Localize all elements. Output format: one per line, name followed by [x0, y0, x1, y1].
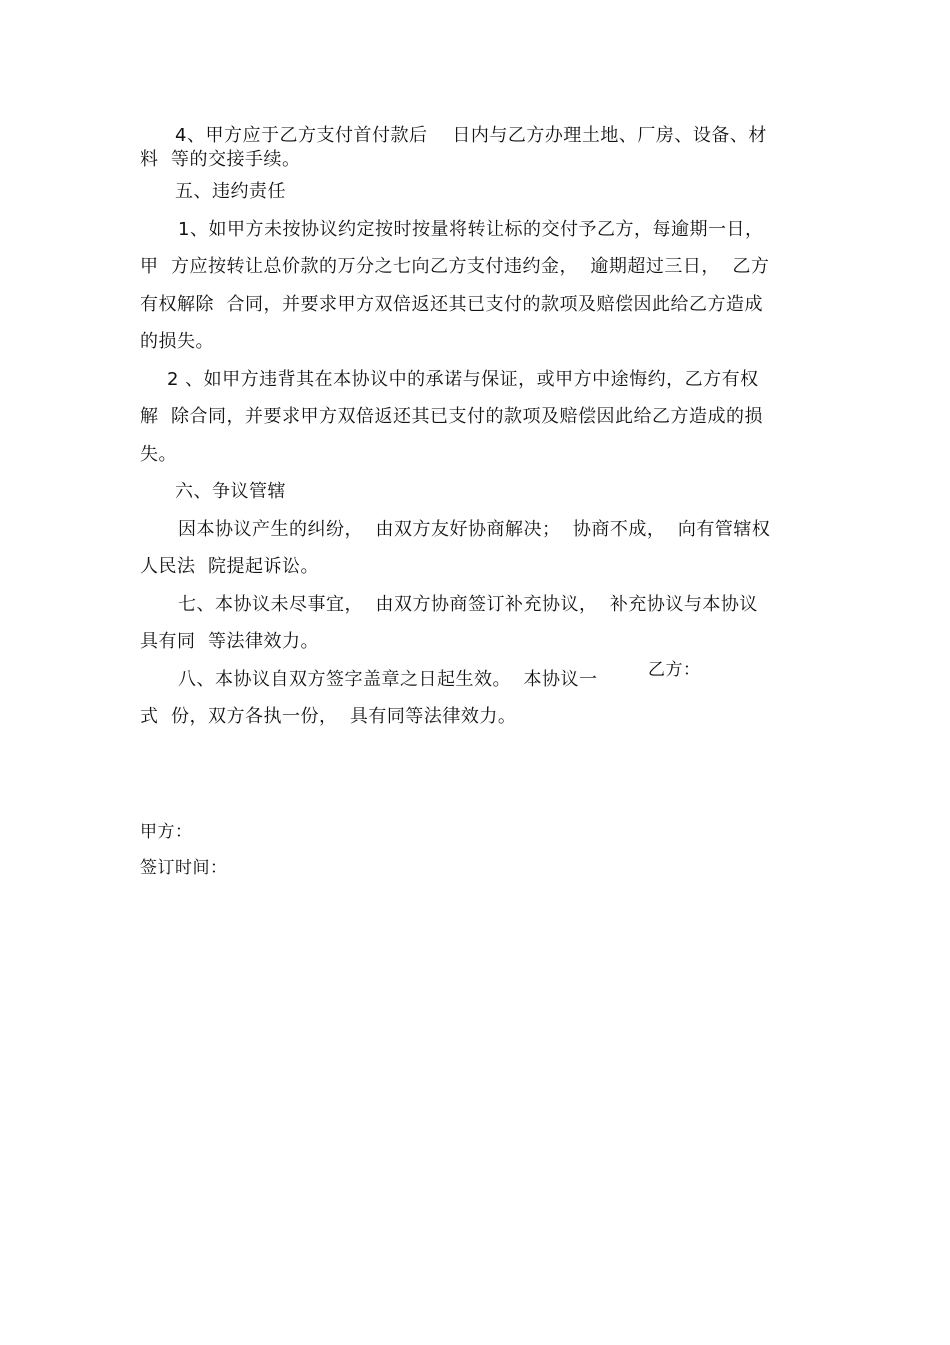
section-5-item-1-line-2: 甲 方应按转让总价款的万分之七向乙方支付违约金， 逾期超过三日， 乙方 — [140, 256, 770, 277]
section-8-line-2: 式 份，双方各执一份， 具有同等法律效力。 — [140, 706, 517, 727]
section-7-line-2: 具有同 等法律效力。 — [140, 631, 319, 652]
section-5-item-1-line-1: 1、如甲方未按协议约定按时按量将转让标的交付予乙方，每逾期一日， — [178, 219, 764, 240]
party-b-label: 乙方： — [648, 660, 701, 680]
section-8-line-1: 八、本协议自双方签字盖章之日起生效。 本协议一 — [178, 669, 598, 690]
section-5-item-1-line-3: 有权解除 合同，并要求甲方双倍返还其已支付的款项及赔偿因此给乙方造成 — [140, 294, 763, 315]
section-5-item-2-line-3: 失。 — [140, 444, 177, 465]
section-6-heading: 六、争议管辖 — [175, 481, 286, 502]
section-5-item-2-line-2: 解 除合同，并要求甲方双倍返还其已支付的款项及赔偿因此给乙方造成的损 — [140, 406, 763, 427]
clause-4-line-1: 4、甲方应于乙方支付首付款后 日内与乙方办理土地、厂房、设备、材 — [175, 125, 767, 146]
clause-4-line-2: 料 等的交接手续。 — [140, 149, 301, 170]
section-7-line-1: 七、本协议未尽事宜， 由双方协商签订补充协议， 补充协议与本协议 — [178, 594, 758, 615]
section-6-line-1: 因本协议产生的纠纷， 由双方友好协商解决； 协商不成， 向有管辖权 — [178, 519, 771, 540]
section-6-line-2: 人民法 院提起诉讼。 — [140, 556, 319, 577]
section-5-heading: 五、违约责任 — [175, 181, 286, 202]
signing-date-label: 签订时间： — [140, 858, 228, 878]
section-5-item-2-line-1: 2 、如甲方违背其在本协议中的承诺与保证，或甲方中途悔约，乙方有权 — [167, 369, 759, 390]
party-a-label: 甲方： — [140, 822, 193, 842]
section-5-item-1-line-4: 的损失。 — [140, 331, 214, 352]
